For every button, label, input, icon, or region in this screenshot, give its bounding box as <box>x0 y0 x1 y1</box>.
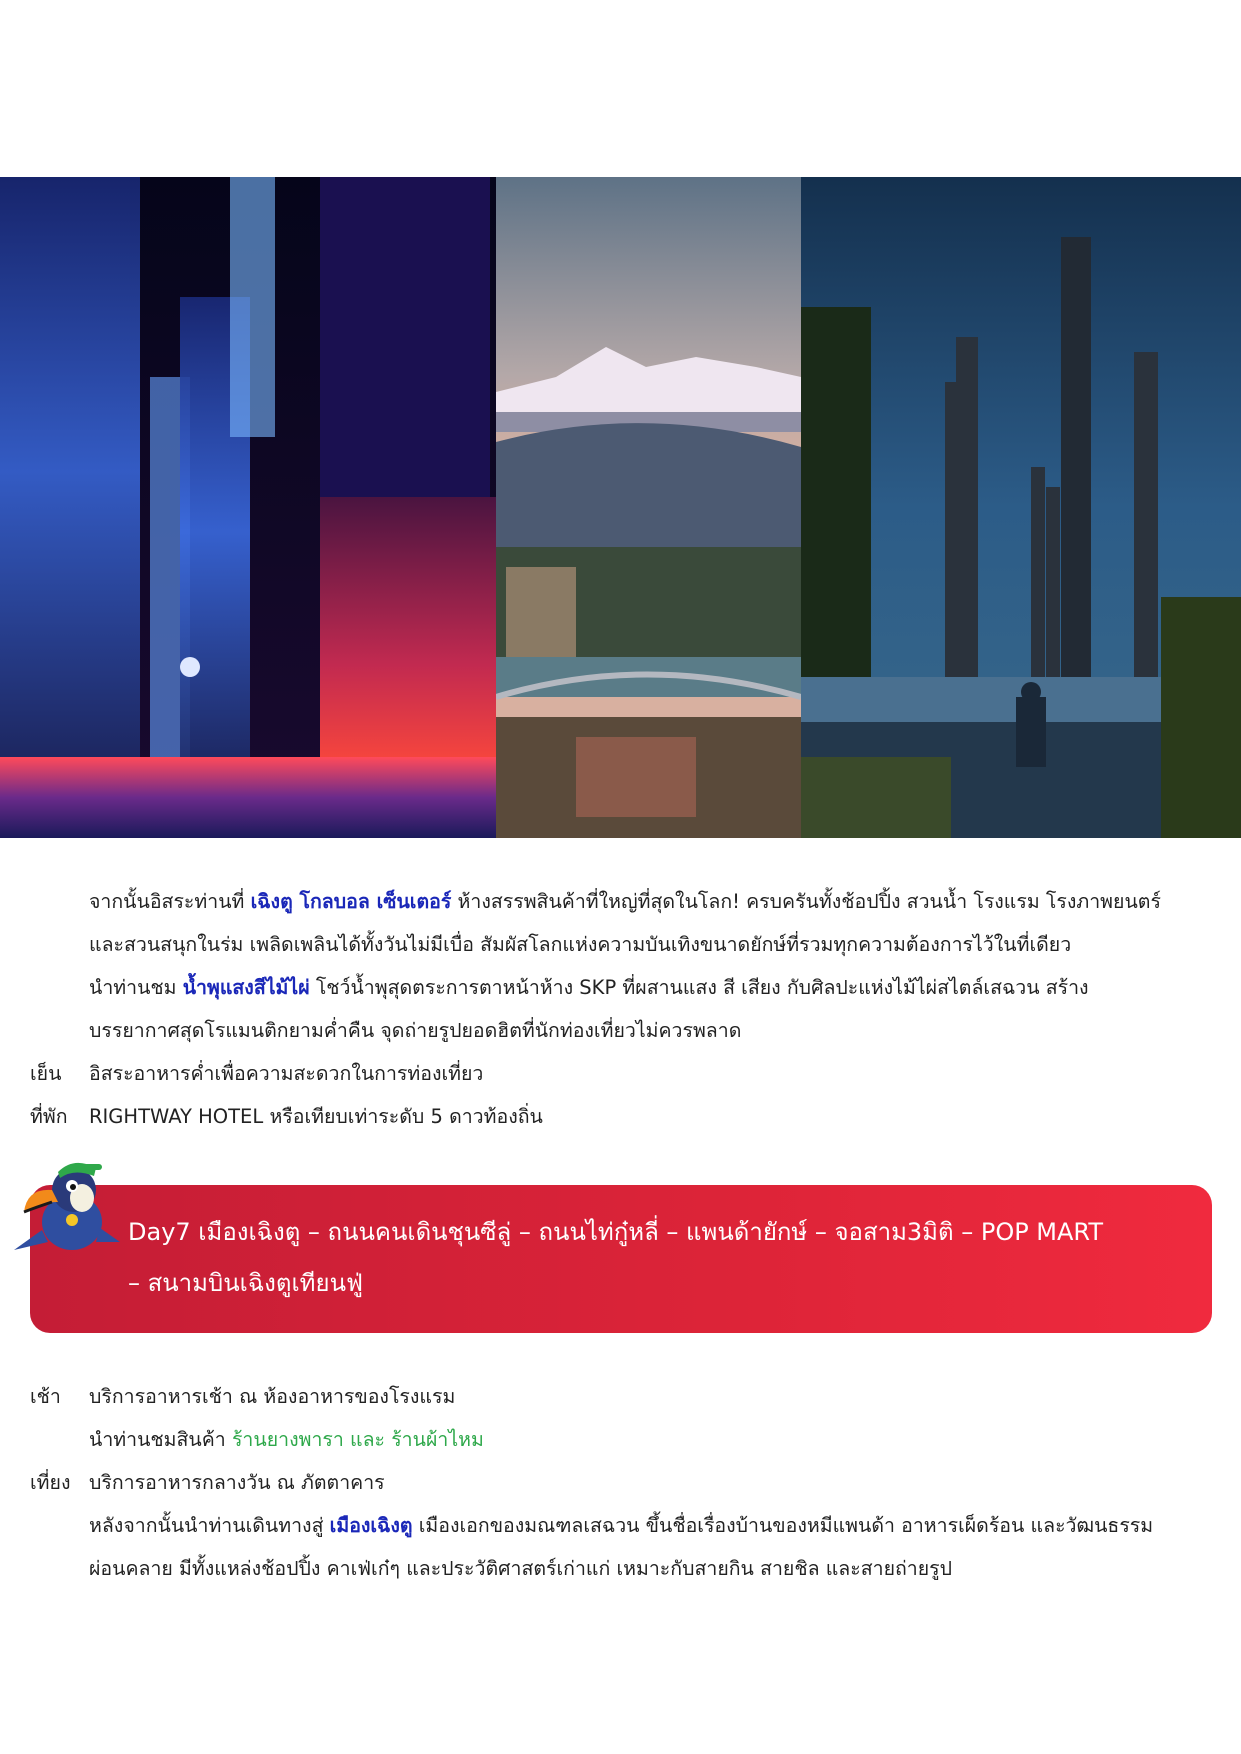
evening-itinerary <box>0 880 1241 1138</box>
fountain-light-show-photo <box>0 177 496 838</box>
shopping-row <box>0 1418 1241 1461</box>
lunch-row <box>0 1461 1241 1504</box>
chengdu-line-2 <box>0 1547 1241 1590</box>
hotel-label: ที่พัก <box>30 1105 68 1128</box>
global-center-line-2 <box>0 923 1241 966</box>
global-center-highlight: เฉิงตู โกลบอล เซ็นเตอร์ <box>250 890 452 913</box>
global-center-description-cont: และสวนสนุกในร่ม เพลิดเพลินได้ทั้งวันไม่มีเบื่อ สัมผัสโลกแห่งความบันเทิงขนาดยักษ์ที่รวมทุกความต้องการไว้ในที่เดียว <box>89 933 1072 956</box>
day-title-line-1: Day7 เมืองเฉิงตู – ถนนคนเดินชุนซีลู่ – ถนนไท่กู๋หลี่ – แพนด้ายักษ์ – จอสาม3มิติ – POP MART <box>128 1218 1104 1246</box>
day7-itinerary <box>0 1375 1241 1590</box>
chengdu-line-1 <box>0 1504 1241 1547</box>
shopping-intro: นำท่านชมสินค้า <box>89 1428 232 1451</box>
lunch-text: บริการอาหารกลางวัน ณ ภัตตาคาร <box>89 1471 385 1494</box>
hotel-row <box>0 1095 1241 1138</box>
global-center-line-1 <box>0 880 1241 923</box>
bamboo-fountain-park-photo <box>801 177 1241 838</box>
shopping-highlight: ร้านยางพารา และ ร้านผ้าไหม <box>231 1428 484 1451</box>
dinner-text: อิสระอาหารค่ำเพื่อความสะดวกในการท่องเที่ยว <box>89 1062 484 1085</box>
fountain-highlight: น้ำพุแสงสีไม้ไผ่ <box>182 976 310 999</box>
chengdu-intro: หลังจากนั้นนำท่านเดินทางสู่ <box>89 1514 330 1537</box>
dinner-row <box>0 1052 1241 1095</box>
breakfast-text: บริการอาหารเช้า ณ ห้องอาหารของโรงแรม <box>89 1385 456 1408</box>
day-title-line-2: – สนามบินเฉิงตูเทียนฟู่ <box>128 1269 363 1297</box>
breakfast-row <box>0 1375 1241 1418</box>
global-center-city-photo <box>496 177 801 838</box>
photo-banner <box>0 177 1241 838</box>
chengdu-description: เมืองเอกของมณฑลเสฉวน ขึ้นชื่อเรื่องบ้านของหมีแพนด้า อาหารเผ็ดร้อน และวัฒนธรรม <box>412 1514 1154 1537</box>
fountain-description-cont: บรรยากาศสุดโรแมนติกยามค่ำคืน จุดถ่ายรูปยอดฮิตที่นักท่องเที่ยวไม่ควรพลาด <box>89 1019 742 1042</box>
fountain-description: โชว์น้ำพุสุดตระการตาหน้าห้าง SKP ที่ผสานแสง สี เสียง กับศิลปะแห่งไม้ไผ่สไตล์เสฉวน สร้าง <box>309 976 1089 999</box>
fountain-line-1 <box>0 966 1241 1009</box>
breakfast-label: เช้า <box>30 1385 61 1408</box>
lunch-label: เที่ยง <box>30 1471 71 1494</box>
chengdu-description-cont: ผ่อนคลาย มีทั้งแหล่งช้อปปิ้ง คาเฟ่เก๋ๆ และประวัติศาสตร์เก่าแก่ เหมาะกับสายกิน สายชิล และสายถ่ายรูป <box>89 1557 953 1580</box>
global-center-description: ห้างสรรพสินค้าที่ใหญ่ที่สุดในโลก! ครบครันทั้งช้อปปิ้ง สวนน้ำ โรงแรม โรงภาพยนตร์ <box>451 890 1161 913</box>
chengdu-highlight: เมืองเฉิงตู <box>329 1514 413 1537</box>
day-header-bar <box>30 1185 1212 1333</box>
dinner-label: เย็น <box>30 1062 62 1085</box>
hotel-text: RIGHTWAY HOTEL หรือเทียบเท่าระดับ 5 ดาวท้องถิ่น <box>89 1105 543 1128</box>
fountain-line-2 <box>0 1009 1241 1052</box>
toucan-mascot-icon <box>12 1150 124 1260</box>
fountain-intro: นำท่านชม <box>89 976 183 999</box>
global-center-intro: จากนั้นอิสระท่านที่ <box>89 890 251 913</box>
